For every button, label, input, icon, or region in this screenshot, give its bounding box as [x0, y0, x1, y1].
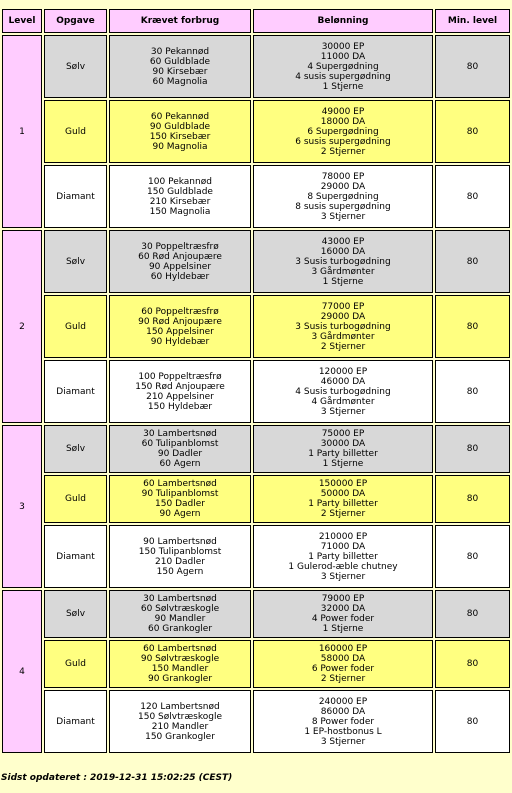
reward-item: 78000 EP: [321, 171, 365, 182]
required-item: 150 Rød Anjoupære: [135, 381, 225, 392]
reward-item: 3 Stjerner: [320, 736, 366, 747]
reward-item: 49000 EP: [321, 106, 365, 117]
required-item: 150 Kirsebær: [149, 131, 211, 142]
reward-item: 4 Gårdmønter: [311, 396, 375, 407]
reward-item: 29000 DA: [320, 181, 366, 192]
task-cell: Diamant: [44, 525, 107, 588]
required-item: 210 Kirsebær: [149, 196, 211, 207]
reward-item: 1 Stjerne: [322, 276, 364, 287]
required-cell: [109, 360, 251, 423]
required-item: 210 Mandler: [151, 721, 209, 732]
min-level-cell: 80: [435, 165, 510, 228]
header-required: Krævet forbrug: [109, 9, 251, 33]
reward-cell: [253, 475, 433, 523]
required-cell: [109, 475, 251, 523]
reward-item: 86000 DA: [320, 706, 366, 717]
reward-item: 4 Power foder: [311, 614, 375, 624]
reward-item: 32000 DA: [320, 604, 366, 614]
reward-item: 16000 DA: [320, 246, 366, 257]
min-level-cell: 80: [435, 425, 510, 473]
required-item: 30 Pekannød: [150, 46, 210, 57]
required-item: 60 Guldblade: [149, 56, 211, 67]
required-item: 150 Tulipanblomst: [138, 546, 222, 557]
reward-item: 8 Supergødning: [307, 191, 379, 202]
min-level-cell: 80: [435, 295, 510, 358]
reward-item: 1 Stjerne: [322, 459, 364, 469]
required-item: 150 Sølvtræskogle: [138, 711, 222, 722]
required-item: 90 Grankogler: [147, 674, 213, 684]
reward-cell: [253, 525, 433, 588]
table-row: [2, 425, 510, 473]
required-cell: [109, 590, 251, 638]
reward-item: 3 Stjerner: [320, 406, 366, 417]
reward-item: 75000 EP: [321, 429, 365, 439]
min-level-cell: 80: [435, 360, 510, 423]
reward-item: 6 susis supergødning: [295, 136, 391, 147]
table-row: [2, 295, 510, 358]
table-row: [2, 360, 510, 423]
reward-item: 3 Stjerner: [320, 571, 366, 582]
reward-item: 50000 DA: [320, 489, 366, 499]
table-row: [2, 640, 510, 688]
reward-item: 79000 EP: [321, 594, 365, 604]
required-cell: [109, 690, 251, 753]
required-item: 60 Lambertsnød: [143, 644, 217, 654]
required-item: 60 Poppeltræsfrø: [141, 306, 219, 317]
task-cell: Sølv: [44, 35, 107, 98]
min-level-cell: 80: [435, 230, 510, 293]
reward-cell: [253, 100, 433, 163]
required-item: 90 Dadler: [157, 449, 203, 459]
table-row: [2, 165, 510, 228]
rewards-table-container: [0, 7, 512, 755]
table-row: [2, 590, 510, 638]
reward-cell: [253, 165, 433, 228]
reward-item: 1 Gulerod-æble chutney: [288, 561, 398, 572]
task-cell: Diamant: [44, 690, 107, 753]
reward-item: 240000 EP: [318, 696, 368, 707]
reward-item: 1 Party billetter: [308, 449, 378, 459]
reward-item: 2 Stjerner: [320, 341, 366, 352]
reward-cell: [253, 690, 433, 753]
required-item: 120 Lambertsnød: [140, 701, 220, 712]
reward-item: 2 Stjerner: [320, 509, 366, 519]
reward-item: 6 Supergødning: [307, 126, 379, 137]
required-item: 90 Sølvtræskogle: [140, 654, 220, 664]
reward-item: 1 Stjerne: [322, 624, 364, 634]
reward-item: 1 Party billetter: [308, 499, 378, 509]
reward-cell: [253, 425, 433, 473]
task-cell: Sølv: [44, 590, 107, 638]
task-cell: Guld: [44, 100, 107, 163]
required-item: 150 Magnolia: [149, 206, 211, 217]
table-row: [2, 35, 510, 98]
level-cell: 1: [2, 35, 42, 228]
reward-cell: [253, 230, 433, 293]
level-cell: 2: [2, 230, 42, 423]
required-item: 90 Lambertsnød: [143, 536, 217, 547]
required-cell: [109, 640, 251, 688]
table-row: [2, 525, 510, 588]
reward-item: 18000 DA: [320, 116, 366, 127]
reward-item: 11000 DA: [320, 51, 366, 62]
reward-item: 30000 DA: [320, 439, 366, 449]
reward-cell: [253, 360, 433, 423]
reward-item: 150000 EP: [318, 479, 368, 489]
reward-cell: [253, 295, 433, 358]
reward-item: 2 Stjerner: [320, 146, 366, 157]
task-cell: Diamant: [44, 165, 107, 228]
required-item: 60 Agern: [159, 459, 201, 469]
min-level-cell: 80: [435, 100, 510, 163]
reward-item: 4 susis supergødning: [295, 71, 391, 82]
task-cell: Sølv: [44, 230, 107, 293]
required-item: 150 Appelsiner: [146, 326, 214, 337]
required-item: 60 Hyldebær: [150, 271, 210, 282]
required-cell: [109, 525, 251, 588]
task-cell: Sølv: [44, 425, 107, 473]
reward-item: 6 Power foder: [311, 664, 375, 674]
required-item: 30 Lambertsnød: [143, 594, 217, 604]
header-min-level: Min. level: [435, 9, 510, 33]
level-cell: 4: [2, 590, 42, 753]
reward-item: 30000 EP: [321, 41, 365, 52]
min-level-cell: 80: [435, 35, 510, 98]
header-row: [2, 9, 510, 33]
reward-cell: [253, 640, 433, 688]
required-item: 60 Grankogler: [147, 624, 213, 634]
table-row: [2, 100, 510, 163]
required-item: 90 Magnolia: [152, 141, 208, 152]
min-level-cell: 80: [435, 690, 510, 753]
required-item: 150 Hyldebær: [147, 401, 213, 412]
task-cell: Guld: [44, 475, 107, 523]
required-item: 60 Pekannød: [150, 111, 210, 122]
required-item: 90 Guldblade: [149, 121, 211, 132]
reward-item: 2 Stjerner: [320, 674, 366, 684]
header-reward: Belønning: [253, 9, 433, 33]
required-item: 90 Rød Anjoupære: [138, 316, 222, 327]
required-item: 60 Lambertsnød: [143, 479, 217, 489]
required-item: 150 Dadler: [155, 499, 205, 509]
required-cell: [109, 165, 251, 228]
min-level-cell: 80: [435, 525, 510, 588]
reward-item: 1 EP-hostbonus L: [304, 726, 382, 737]
required-item: 150 Mandler: [151, 664, 209, 674]
reward-item: 8 susis supergødning: [295, 201, 391, 212]
reward-item: 120000 EP: [318, 366, 368, 377]
table-body: [2, 35, 510, 753]
required-cell: [109, 35, 251, 98]
required-item: 90 Tulipanblomst: [141, 489, 219, 499]
min-level-cell: 80: [435, 475, 510, 523]
reward-item: 4 Susis turbogødning: [295, 386, 391, 397]
reward-item: 4 Supergødning: [307, 61, 379, 72]
task-cell: Diamant: [44, 360, 107, 423]
required-cell: [109, 425, 251, 473]
reward-item: 46000 DA: [320, 376, 366, 387]
reward-item: 3 Gårdmønter: [311, 266, 375, 277]
required-item: 90 Hyldebær: [150, 336, 210, 347]
reward-item: 77000 EP: [321, 301, 365, 312]
reward-item: 1 Stjerne: [322, 81, 364, 92]
required-item: 60 Rød Anjoupære: [138, 251, 222, 262]
reward-item: 3 Gårdmønter: [311, 331, 375, 342]
table-row: [2, 690, 510, 753]
reward-item: 3 Stjerner: [320, 211, 366, 222]
reward-item: 3 Susis turbogødning: [295, 321, 391, 332]
task-cell: Guld: [44, 295, 107, 358]
last-updated: Sidst opdateret : 2019-12-31 15:02:25 (CEST): [1, 773, 233, 783]
required-cell: [109, 295, 251, 358]
reward-cell: [253, 35, 433, 98]
required-cell: [109, 100, 251, 163]
required-item: 30 Lambertsnød: [143, 429, 217, 439]
reward-item: 29000 DA: [320, 311, 366, 322]
min-level-cell: 80: [435, 640, 510, 688]
required-item: 60 Sølvtræskogle: [140, 604, 220, 614]
required-item: 90 Agern: [159, 509, 201, 519]
reward-item: 58000 DA: [320, 654, 366, 664]
rewards-table: [0, 7, 512, 755]
header-task: Opgave: [44, 9, 107, 33]
reward-item: 210000 EP: [318, 531, 368, 542]
reward-item: 1 Party billetter: [308, 551, 378, 562]
reward-item: 8 Power foder: [311, 716, 375, 727]
reward-item: 71000 DA: [320, 541, 366, 552]
required-cell: [109, 230, 251, 293]
required-item: 90 Appelsiner: [148, 261, 212, 272]
reward-item: 160000 EP: [318, 644, 368, 654]
required-item: 90 Mandler: [154, 614, 206, 624]
required-item: 150 Guldblade: [147, 186, 213, 197]
table-row: [2, 475, 510, 523]
required-item: 100 Pekannød: [148, 176, 212, 187]
reward-item: 3 Susis turbogødning: [295, 256, 391, 267]
required-item: 60 Magnolia: [152, 76, 208, 87]
required-item: 210 Dadler: [155, 556, 205, 567]
reward-item: 43000 EP: [321, 236, 365, 247]
required-item: 150 Agern: [156, 566, 204, 577]
level-cell: 3: [2, 425, 42, 588]
required-item: 30 Poppeltræsfrø: [141, 241, 219, 252]
required-item: 210 Appelsiner: [146, 391, 214, 402]
reward-cell: [253, 590, 433, 638]
required-item: 100 Poppeltræsfrø: [138, 371, 222, 382]
required-item: 150 Grankogler: [145, 731, 215, 742]
required-item: 60 Tulipanblomst: [141, 439, 219, 449]
task-cell: Guld: [44, 640, 107, 688]
min-level-cell: 80: [435, 590, 510, 638]
required-item: 90 Kirsebær: [152, 66, 208, 77]
table-row: [2, 230, 510, 293]
header-level: Level: [2, 9, 42, 33]
